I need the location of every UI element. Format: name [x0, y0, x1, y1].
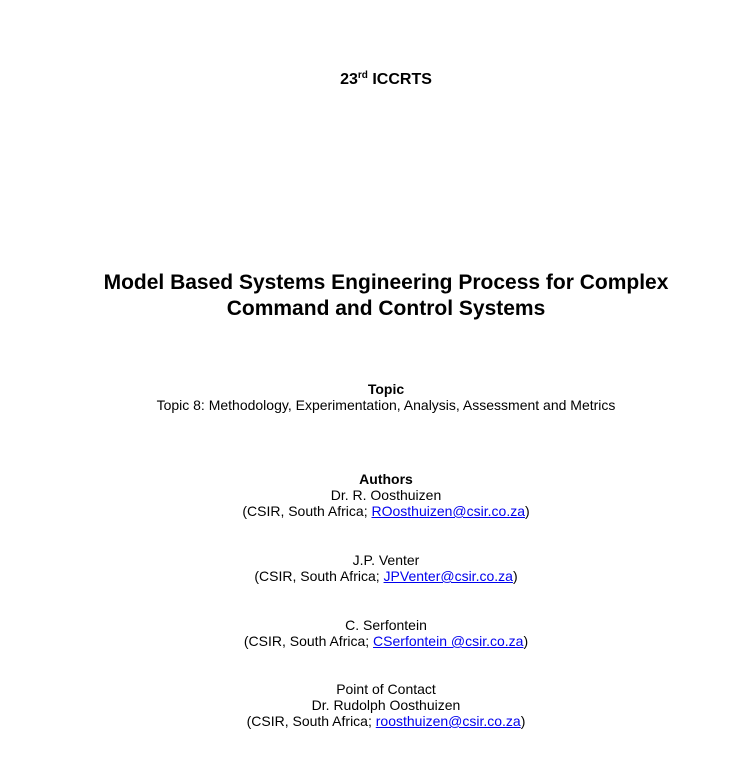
paper-title-line-1: Model Based Systems Engineering Process for Complex: [103, 271, 669, 294]
author-name: C. Serfontein: [345, 617, 427, 633]
conference-name: [0, 71, 755, 89]
affiliation-text: (CSIR, South Africa;: [254, 568, 384, 584]
author-block-3: [0, 617, 755, 649]
author-name: J.P. Venter: [352, 552, 420, 568]
author-name: Dr. R. Oosthuizen: [330, 487, 442, 503]
author-email-link[interactable]: JPVenter@csir.co.za: [383, 568, 513, 584]
author-affiliation: [0, 503, 755, 519]
affiliation-text: (CSIR, South Africa;: [246, 713, 376, 729]
contact-block: [0, 681, 755, 729]
conference-ordinal: rd: [357, 70, 368, 81]
affiliation-close: ): [525, 503, 530, 519]
author-affiliation: [0, 568, 755, 584]
contact-affiliation: [0, 713, 755, 729]
affiliation-close: ): [512, 568, 518, 584]
conference-acronym: ICCRTS: [367, 71, 432, 88]
author-block-1: [0, 487, 755, 519]
author-email-link[interactable]: CSerfontein @csir.co.za: [373, 633, 524, 649]
affiliation-close: ): [520, 713, 526, 729]
topic-text: Topic 8: Methodology, Experimentation, Analysis, Assessment and Metrics: [156, 397, 616, 413]
contact-name: Dr. Rudolph Oosthuizen: [311, 697, 461, 713]
affiliation-text: (CSIR, South Africa;: [243, 633, 374, 649]
paper-title: [0, 270, 755, 322]
conference-number: 23: [340, 71, 358, 88]
author-block-2: [0, 552, 755, 584]
author-affiliation: [0, 633, 755, 649]
topic-heading: Topic: [367, 381, 405, 397]
paper-title-line-2: Command and Control Systems: [226, 297, 546, 320]
contact-email-link[interactable]: roosthuizen@csir.co.za: [375, 713, 521, 729]
author-email-link[interactable]: ROosthuizen@csir.co.za: [371, 503, 525, 519]
affiliation-text: (CSIR, South Africa;: [242, 503, 372, 519]
authors-heading: Authors: [359, 471, 413, 487]
affiliation-close: ): [523, 633, 529, 649]
contact-heading: Point of Contact: [336, 681, 436, 697]
